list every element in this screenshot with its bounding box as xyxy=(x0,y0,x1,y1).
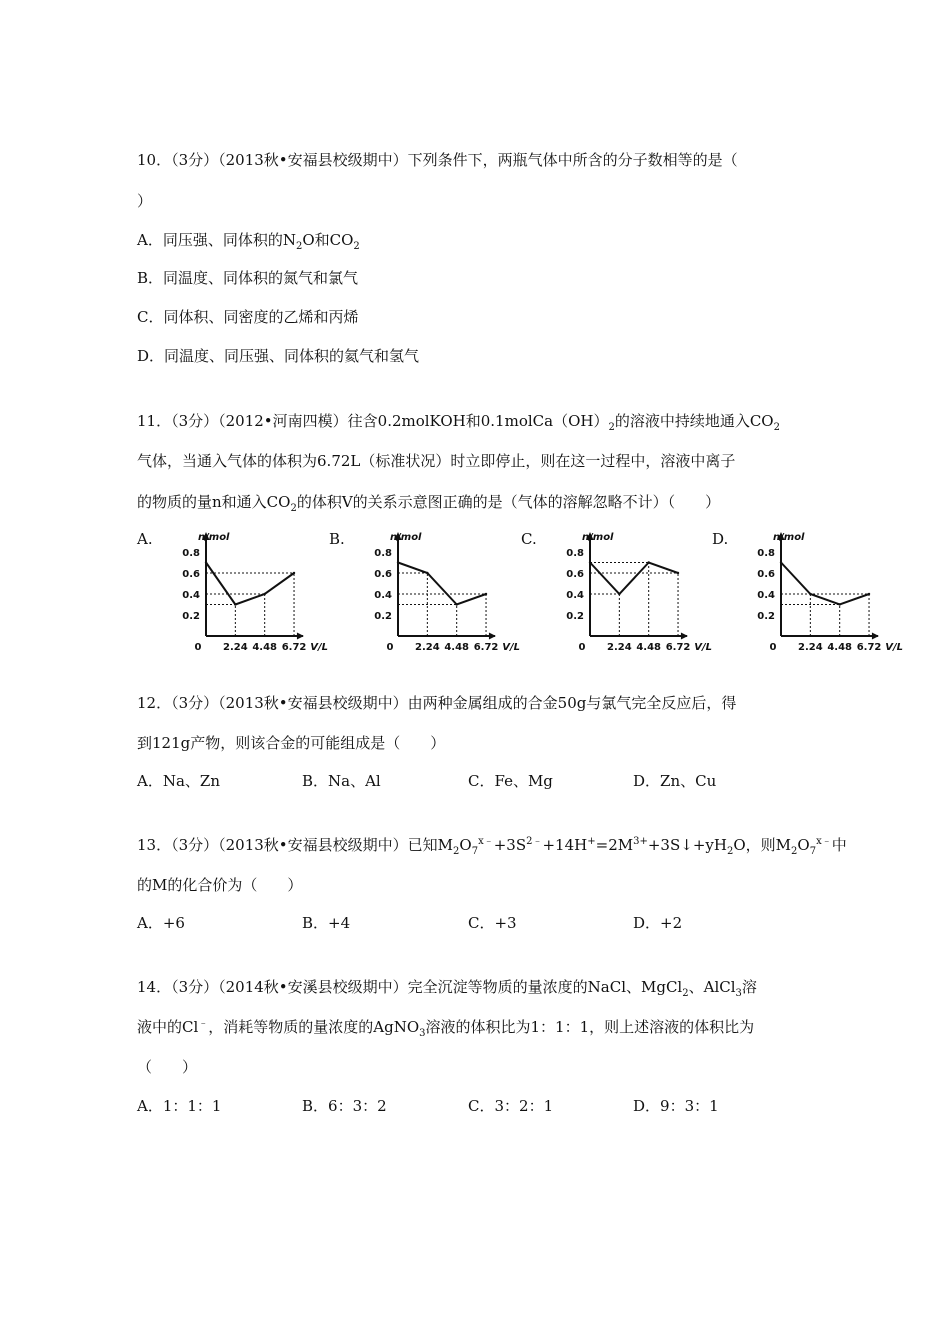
q11-option-a-label: A. xyxy=(137,530,153,548)
data-point xyxy=(618,593,620,595)
y-tick-label: 0.2 xyxy=(757,611,775,622)
q12-option-d: D．Zn、Cu xyxy=(633,772,717,790)
y-tick-label: 0.2 xyxy=(182,611,200,622)
q14-option-c: C．3：2：1 xyxy=(468,1097,554,1115)
q13-stem-line2: 的M的化合价为（ ） xyxy=(137,876,303,894)
origin-label: 0 xyxy=(386,642,394,653)
data-point xyxy=(205,561,207,563)
x-tick-label: 6.72 xyxy=(856,642,882,653)
q14-stem-line1: 14．（3分）（2014秋•安溪县校级期中）完全沉淀等物质的量浓度的NaCl、MgCl$_2$、AlCl$_3$溶 xyxy=(137,978,757,999)
y-tick-label: 0.6 xyxy=(182,569,200,580)
y-axis-label: n/mol xyxy=(582,532,614,543)
q12-stem-line1: 12．（3分）（2013秋•安福县校级期中）由两种金属组成的合金50g与氯气完全反应后，得 xyxy=(137,694,737,712)
y-tick-label: 0.8 xyxy=(757,548,775,559)
data-point xyxy=(677,572,679,574)
q14-option-a: A．1：1：1 xyxy=(137,1097,222,1115)
y-tick-label: 0.2 xyxy=(374,611,392,622)
q14-stem-line2: 液中的Cl﹣，消耗等物质的量浓度的AgNO$_3$溶液的体积比为1：1：1，则上述溶液的体积比为 xyxy=(137,1018,755,1039)
x-tick-label: 2.24 xyxy=(415,642,440,653)
x-tick-label: 6.72 xyxy=(281,642,307,653)
data-point xyxy=(455,603,457,605)
x-axis-arrow xyxy=(681,633,688,640)
x-tick-label: 6.72 xyxy=(473,642,499,653)
q11-stem-line3: 的物质的量n和通入$CO_2$的体积V的关系示意图正确的是（气体的溶解忽略不计）（ ） xyxy=(137,493,721,514)
origin-label: 0 xyxy=(194,642,202,653)
q14-stem-line3: （ ） xyxy=(137,1058,198,1076)
q10-option-b: B．同温度、同体积的氮气和氯气 xyxy=(137,269,359,287)
y-tick-label: 0.6 xyxy=(566,569,584,580)
q10-stem-line2: ） xyxy=(137,192,153,210)
data-point xyxy=(293,572,295,574)
q12-option-c: C．Fe、Mg xyxy=(468,772,553,790)
data-point xyxy=(397,561,399,563)
q14-option-d: D．9：3：1 xyxy=(633,1097,719,1115)
y-tick-label: 0.4 xyxy=(374,590,392,601)
x-tick-label: 6.72 xyxy=(665,642,691,653)
q10-option-c: C．同体积、同密度的乙烯和丙烯 xyxy=(137,308,359,326)
y-tick-label: 0.8 xyxy=(566,548,584,559)
q11-option-d-label: D. xyxy=(712,530,729,548)
x-tick-label: 2.24 xyxy=(798,642,823,653)
data-point xyxy=(868,593,870,595)
data-point xyxy=(426,572,428,574)
q12-stem-line2: 到121g产物，则该合金的可能组成是（ ） xyxy=(137,734,446,752)
q14-option-b: B．6：3：2 xyxy=(302,1097,387,1115)
q11-option-b-label: B. xyxy=(329,530,345,548)
y-tick-label: 0.6 xyxy=(757,569,775,580)
q13-option-a: A．+6 xyxy=(137,914,185,932)
y-axis-label: n/mol xyxy=(198,532,230,543)
y-axis-label: n/mol xyxy=(390,532,422,543)
q10-stem-line1: 10．（3分）（2013秋•安福县校级期中）下列条件下，两瓶气体中所含的分子数相等的是（ xyxy=(137,151,738,169)
q12-option-b: B．Na、Al xyxy=(302,772,381,790)
data-point xyxy=(780,561,782,563)
q11-option-c-label: C. xyxy=(521,530,537,548)
x-tick-label: 2.24 xyxy=(607,642,632,653)
x-tick-label: 4.48 xyxy=(444,642,470,653)
x-tick-label: 4.48 xyxy=(636,642,662,653)
origin-label: 0 xyxy=(769,642,777,653)
q11-graph-c xyxy=(560,530,720,653)
x-axis-arrow xyxy=(489,633,496,640)
q11-graph-b xyxy=(368,530,528,653)
series-line xyxy=(590,563,678,595)
x-tick-label: 4.48 xyxy=(252,642,278,653)
series-line xyxy=(781,563,869,605)
x-axis-arrow xyxy=(297,633,304,640)
data-point xyxy=(647,561,649,563)
q13-option-d: D．+2 xyxy=(633,914,683,932)
y-tick-label: 0.4 xyxy=(182,590,200,601)
q12-option-a: A．Na、Zn xyxy=(137,772,220,790)
x-axis-label: V/L xyxy=(310,642,329,653)
y-tick-label: 0.4 xyxy=(566,590,584,601)
y-tick-label: 0.2 xyxy=(566,611,584,622)
y-tick-label: 0.6 xyxy=(374,569,392,580)
x-axis-label: V/L xyxy=(885,642,904,653)
y-tick-label: 0.4 xyxy=(757,590,775,601)
q11-graph-d xyxy=(751,530,911,653)
data-point xyxy=(485,593,487,595)
q11-stem-line2: 气体，当通入气体的体积为6.72L（标准状况）时立即停止，则在这一过程中，溶液中离子 xyxy=(137,452,736,470)
x-axis-arrow xyxy=(872,633,879,640)
y-axis-label: n/mol xyxy=(773,532,805,543)
q13-stem-line1: 13．（3分）（2013秋•安福县校级期中）已知$M_2O_7^{x﹣}+3S^{2﹣}+14H^+=2M^{3+}+3S↓+yH_2O$，则$M_2O_7^{x﹣}$中 xyxy=(137,836,847,857)
data-point xyxy=(809,593,811,595)
y-tick-label: 0.8 xyxy=(182,548,200,559)
series-line xyxy=(398,563,486,605)
q10-option-d: D．同温度、同压强、同体积的氦气和氢气 xyxy=(137,347,420,365)
x-axis-label: V/L xyxy=(502,642,521,653)
y-tick-label: 0.8 xyxy=(374,548,392,559)
series-line xyxy=(206,563,294,605)
x-axis-label: V/L xyxy=(694,642,713,653)
q10-option-a: A．同压强、同体积的$N_2O$和$CO_2$ xyxy=(137,231,360,252)
x-tick-label: 2.24 xyxy=(223,642,248,653)
data-point xyxy=(234,603,236,605)
data-point xyxy=(838,603,840,605)
q11-stem-line1: 11．（3分）（2012•河南四模）往含0.2molKOH和$0.1molCa(OH)_2$的溶液中持续地通入$CO_2$ xyxy=(137,412,780,433)
data-point xyxy=(589,561,591,563)
x-tick-label: 4.48 xyxy=(827,642,853,653)
q11-graph-a xyxy=(176,530,336,653)
origin-label: 0 xyxy=(578,642,586,653)
q13-option-c: C．+3 xyxy=(468,914,517,932)
data-point xyxy=(263,593,265,595)
q13-option-b: B．+4 xyxy=(302,914,351,932)
